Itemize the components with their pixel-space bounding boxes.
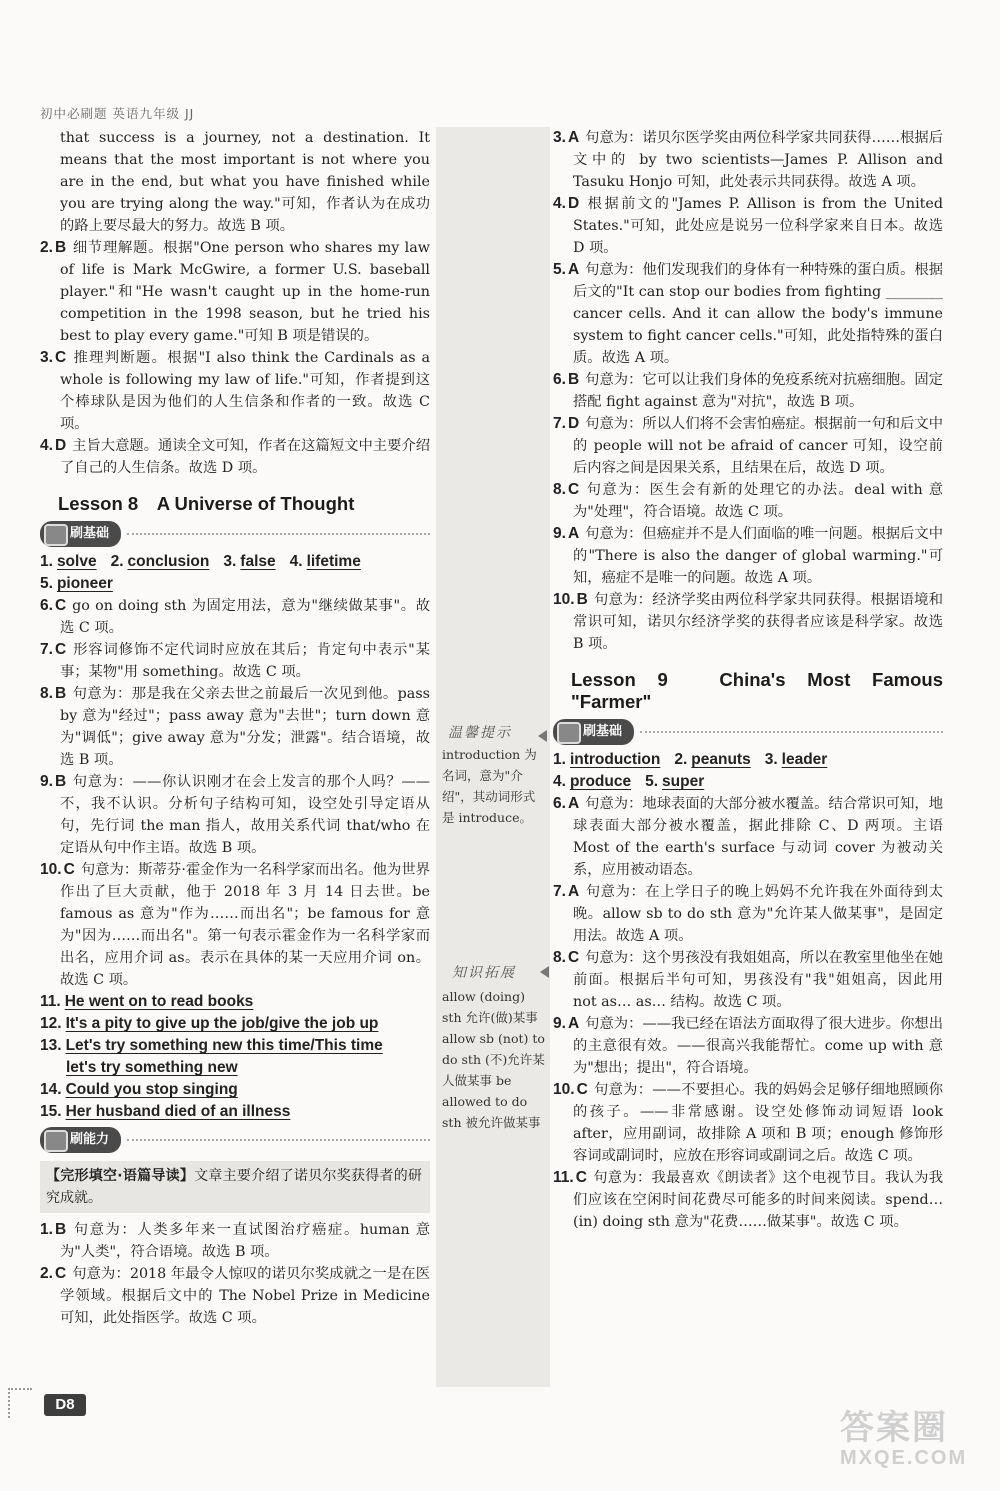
answer-letter: B [54, 1221, 67, 1238]
fill-number: 4. [289, 553, 303, 570]
answer-letter: B [54, 239, 67, 256]
item-number: 1. B [40, 1221, 67, 1238]
item-number: 2. B [40, 239, 67, 256]
item-number: 9. B [40, 773, 67, 790]
answer-letter: C [54, 349, 67, 366]
fill-answers-row [40, 551, 430, 573]
sentence-number: 11. [40, 993, 61, 1010]
answer-item [553, 1013, 943, 1079]
answer-letter: D [567, 195, 580, 212]
pointer-arrow-icon [538, 730, 547, 742]
intro-tag: 【完形填空·语篇导读】 [46, 1168, 195, 1184]
answer-item [40, 771, 430, 859]
answer-item [553, 589, 943, 655]
explanation-text: 句意为：诺贝尔医学奖由两位科学家共同获得……根据后文中的 by two scientists—James P. Allison and Tasuku Honjo 可知，此处表示共同获得。故选 A 项。 [573, 130, 943, 190]
explanation-text: 细节理解题。根据"One person who shares my law of life is Mark McGwire, a former U.S. baseball player."和"He wasn't caught up in the home-run competition in the 1998 season, but he tried his best to play every game."可知 B 项是错误的。 [60, 240, 430, 344]
explanation-text: 形容词修饰不定代词时应放在其后；肯定句中表示"某事；某物"用 something。故选 C 项。 [60, 642, 430, 680]
answer-item [40, 683, 430, 771]
explanation-text: 句意为：但癌症并不是人们面临的唯一问题。根据后文中的"There is also the danger of global warming."可知，癌症不是唯一的问题。故选 A 项。 [573, 526, 943, 586]
sentence-number: 14. [40, 1081, 62, 1098]
answer-letter: A [567, 525, 580, 542]
sentence-text: Her husband died of an illness [65, 1103, 291, 1120]
page-number: D8 [44, 1394, 86, 1416]
fill-number: 2. [674, 751, 688, 768]
item-number: 7. C [40, 641, 67, 658]
badge-label: 刷基础 [553, 719, 634, 745]
answer-item [553, 413, 943, 479]
fill-word: pioneer [56, 575, 113, 592]
answer-letter: A [567, 129, 580, 146]
left-column [40, 127, 430, 1329]
explanation-text: 句意为：它可以让我们身体的免疫系统对抗癌细胞。固定搭配 fight against 意为"对抗"，故选 B 项。 [573, 372, 943, 410]
answer-letter: B [54, 773, 67, 790]
answer-letter: A [567, 795, 580, 812]
answer-item [553, 127, 943, 193]
fill-word: peanuts [691, 751, 751, 768]
explanation-text: 句意为：人类多年来一直试图治疗癌症。human 意为"人类"，符合语境。故选 B 项。 [60, 1222, 430, 1260]
explanation-text: 句意为：地球表面的大部分被水覆盖。结合常识可知，地球表面大部分被水覆盖，据此排除 C、D 两项。主语 Most of the earth's surface 与动词 cover 为被动关系，应用被动语态。 [573, 796, 943, 878]
item-number: 10. B [553, 591, 588, 608]
item-number: 3. C [40, 349, 67, 366]
fill-word: introduction [569, 751, 661, 768]
fill-number: 3. [223, 553, 237, 570]
section-badge-basic [40, 521, 430, 547]
item-number: 7. D [553, 415, 580, 432]
answer-item [553, 523, 943, 589]
reading-intro-box [40, 1161, 430, 1213]
explanation-text: 主旨大意题。通读全文可知，作者在这篇短文中主要介绍了自己的人生信条。故选 D 项。 [60, 438, 430, 476]
item-number: 11. C [553, 1169, 587, 1186]
tip-text-extension: allow (doing) sth 允许(做)某事 allow sb (not) to do sth (不)允许某人做某事 be allowed to do sth 被允许做某事 [442, 989, 545, 1130]
fill-word: false [240, 553, 276, 570]
answer-item [553, 947, 943, 1013]
tip-title-extension: 知识拓展 [452, 965, 516, 981]
fill-number: 3. [764, 751, 778, 768]
explanation-text: 句意为：那是我在父亲去世之前最后一次见到他。pass by 意为"经过"；pass away 意为"去世"；turn down 意为"调低"；give away 意为"分发；泄露"。结合语境，故选 B 项。 [60, 686, 430, 768]
explanation-text: 句意为：——我已经在语法方面取得了很大进步。你想出的主意很有效。——很高兴我能帮忙。come up with 意为"想出；提出"，符合语境。 [573, 1016, 943, 1076]
answer-item [553, 793, 943, 881]
sentence-answer [40, 1013, 430, 1035]
tip-text-reminder: introduction 为名词，意为"介绍"，其动词形式是 introduce。 [442, 747, 537, 825]
answer-item [553, 193, 943, 259]
explanation-text: 句意为：医生会有新的处理它的办法。deal with 意为"处理"，符合语境。故选 C 项。 [573, 482, 943, 520]
answer-item [553, 479, 943, 523]
fill-word: produce [569, 773, 632, 790]
explanation-text: 推理判断题。根据"I also think the Cardinals as a whole is following my law of life."可知，作者提到这个棒球队是因为他们的人生信条和作者的一致。故选 C 项。 [60, 350, 430, 432]
explanation-text: 句意为：这个男孩没有我姐姐高，所以在教室里他坐在她前面。根据后半句可知，男孩没有"我"姐姐高，因此用 not as… as… 结构。故选 C 项。 [573, 950, 943, 1010]
item-number: 4. D [40, 437, 67, 454]
right-column [553, 127, 943, 1233]
item-number: 10. C [40, 861, 75, 878]
explanation-text: 句意为：——不要担心。我的妈妈会足够仔细地照顾你的孩子。——非常感谢。设空处修饰动词短语 look after，应用副词，故排除 A 项和 B 项；enough 修饰形容词或副词时，应放在形容词或副词之后。故选 C 项。 [573, 1082, 943, 1164]
answer-letter: D [54, 437, 67, 454]
item-number: 3. A [553, 129, 580, 146]
explanation-text: 句意为：他们发现我们的身体有一种特殊的蛋白质。根据后文的"It can stop our bodies from fighting ________ cancer cells. And it can allow the body's immune system to fight cancer cells."可知，此处指特殊的蛋白质。故选 A 项。 [573, 262, 943, 366]
sentence-answer [40, 1035, 430, 1079]
answer-letter: C [575, 1169, 587, 1186]
explanation-text: 根据前文的"James P. Allison is from the United States."可知，此处应是说另一位科学家来自日本。故选 D 项。 [573, 196, 943, 256]
answer-item [40, 237, 430, 347]
continued-paragraph: that success is a journey, not a destination. It means that the most important is not where you are in the end, but what you have finished while you are trying along the way."可知，作者认为在成功的路上要尽最大的努力。故选 B 项。 [60, 130, 430, 234]
item-number: 9. A [553, 1015, 580, 1032]
fill-answers-row [40, 573, 430, 595]
explanation-text: 句意为：在上学日子的晚上妈妈不允许我在外面待到太晚。allow sb to do sth 意为"允许某人做某事"，是固定用法。故选 A 项。 [573, 884, 943, 944]
answer-letter: B [576, 591, 588, 608]
running-header: 初中必刷题 英语九年级 JJ [40, 106, 195, 121]
sentence-answer [40, 1079, 430, 1101]
fill-number: 5. [645, 773, 659, 790]
answer-item [40, 1219, 430, 1263]
answer-letter: A [567, 883, 580, 900]
lesson-8-title: Lesson 8 A Universe of Thought [58, 493, 355, 514]
item-number: 6. A [553, 795, 580, 812]
intro-text: 文章主要介绍了诺贝尔奖获得者的研究成就。 [46, 1168, 422, 1206]
answer-letter: C [567, 481, 580, 498]
fill-word: conclusion [127, 553, 210, 570]
watermark-logo: 答案圈 MXQE.COM [840, 1409, 968, 1469]
answer-letter: B [567, 371, 580, 388]
item-number: 6. B [553, 371, 580, 388]
item-number: 8. B [40, 685, 67, 702]
fill-answers-row [553, 771, 943, 793]
fill-answers-row [553, 749, 943, 771]
answer-item [40, 435, 430, 479]
item-number: 7. A [553, 883, 580, 900]
item-number: 8. C [553, 949, 580, 966]
explanation-text: 句意为：所以人们将不会害怕癌症。根据前一句和后文中的 people will not be afraid of cancer 可知，设空前后内容之间是因果关系，且结果在后，故选 D 项。 [573, 416, 943, 476]
item-number: 8. C [553, 481, 580, 498]
sentence-text: He went on to read books [64, 993, 254, 1010]
answer-letter: A [567, 1015, 580, 1032]
fill-number: 2. [110, 553, 124, 570]
answer-item [553, 259, 943, 369]
sentence-text-continued: let's try something new [66, 1059, 238, 1076]
page-corner-mark [8, 1388, 32, 1418]
answer-item [40, 859, 430, 991]
answer-letter: C [567, 949, 580, 966]
fill-word: leader [781, 751, 828, 768]
answer-item [40, 639, 430, 683]
sentence-answer [40, 991, 430, 1013]
item-number: 2. C [40, 1265, 67, 1282]
explanation-text: go on doing sth 为固定用法，意为"继续做某事"。故选 C 项。 [60, 598, 430, 636]
fill-word: solve [56, 553, 97, 570]
item-number: 6. C [40, 597, 67, 614]
item-number: 5. A [553, 261, 580, 278]
section-badge-basic [553, 719, 943, 745]
answer-item [40, 1263, 430, 1329]
fill-number: 5. [40, 575, 53, 592]
answer-letter: C [54, 641, 67, 658]
tip-title-reminder: 温馨提示 [448, 725, 512, 741]
fill-number: 4. [553, 773, 566, 790]
answer-item [553, 369, 943, 413]
answer-letter: C [576, 1081, 588, 1098]
explanation-text: 句意为：2018 年最令人惊叹的诺贝尔奖成就之一是在医学领域。根据后文中的 The Nobel Prize in Medicine 可知，此处指医学。故选 C 项。 [60, 1266, 430, 1326]
sentence-number: 13. [40, 1037, 62, 1054]
sentence-answer [40, 1101, 430, 1123]
answer-letter: C [54, 597, 67, 614]
fill-word: lifetime [306, 553, 361, 570]
item-number: 10. C [553, 1081, 588, 1098]
explanation-text: 句意为：我最喜欢《朗读者》这个电视节目。我认为我们应该在空闲时间花费尽可能多的时间来阅读。spend…(in) doing sth 意为"花费……做某事"。故选 C 项。 [573, 1170, 943, 1230]
answer-letter: C [54, 1265, 67, 1282]
explanation-text: 句意为：——你认识刚才在会上发言的那个人吗？——不，我不认识。分析句子结构可知，设空处引导定语从句，先行词 the man 指人，故用关系代词 that/who 在定语从句中作主语。故选 B 项。 [60, 774, 430, 856]
answer-letter: D [567, 415, 580, 432]
lesson-9-title: Lesson 9 China's Most Famous "Farmer" [571, 669, 943, 712]
section-badge-ability [40, 1127, 430, 1153]
explanation-text: 句意为：斯蒂芬·霍金作为一名科学家而出名。他为世界作出了巨大贡献，他于 2018 年 3 月 14 日去世。be famous as 意为"作为……而出名"；be famous for 意为"因为……而出名"。第一句表示霍金作为一名科学家而出名，应用介词 as。表示在具体的某一天应用介词 on。故选 C 项。 [60, 862, 430, 988]
answer-item [553, 1167, 943, 1233]
pointer-arrow-icon [540, 966, 549, 978]
answer-item [40, 347, 430, 435]
sentence-number: 15. [40, 1103, 62, 1120]
item-number: 9. A [553, 525, 580, 542]
answer-item [40, 595, 430, 639]
badge-label: 刷能力 [40, 1127, 121, 1153]
sentence-text: Let's try something new this time/This time [65, 1037, 383, 1054]
item-number: 4. D [553, 195, 580, 212]
sentence-number: 12. [40, 1015, 62, 1032]
answer-letter: C [63, 861, 75, 878]
answer-letter: B [54, 685, 67, 702]
fill-word: super [662, 773, 705, 790]
answer-item [553, 1079, 943, 1167]
answer-letter: A [567, 261, 580, 278]
answer-item [553, 881, 943, 947]
sentence-text: Could you stop singing [65, 1081, 238, 1098]
badge-label: 刷基础 [40, 521, 121, 547]
fill-number: 1. [40, 553, 53, 570]
fill-number: 1. [553, 751, 566, 768]
sentence-text: It's a pity to give up the job/give the job up [65, 1015, 379, 1032]
explanation-text: 句意为：经济学奖由两位科学家共同获得。根据语境和常识可知，诺贝尔经济学奖的获得者应该是科学家。故选 B 项。 [573, 592, 943, 652]
